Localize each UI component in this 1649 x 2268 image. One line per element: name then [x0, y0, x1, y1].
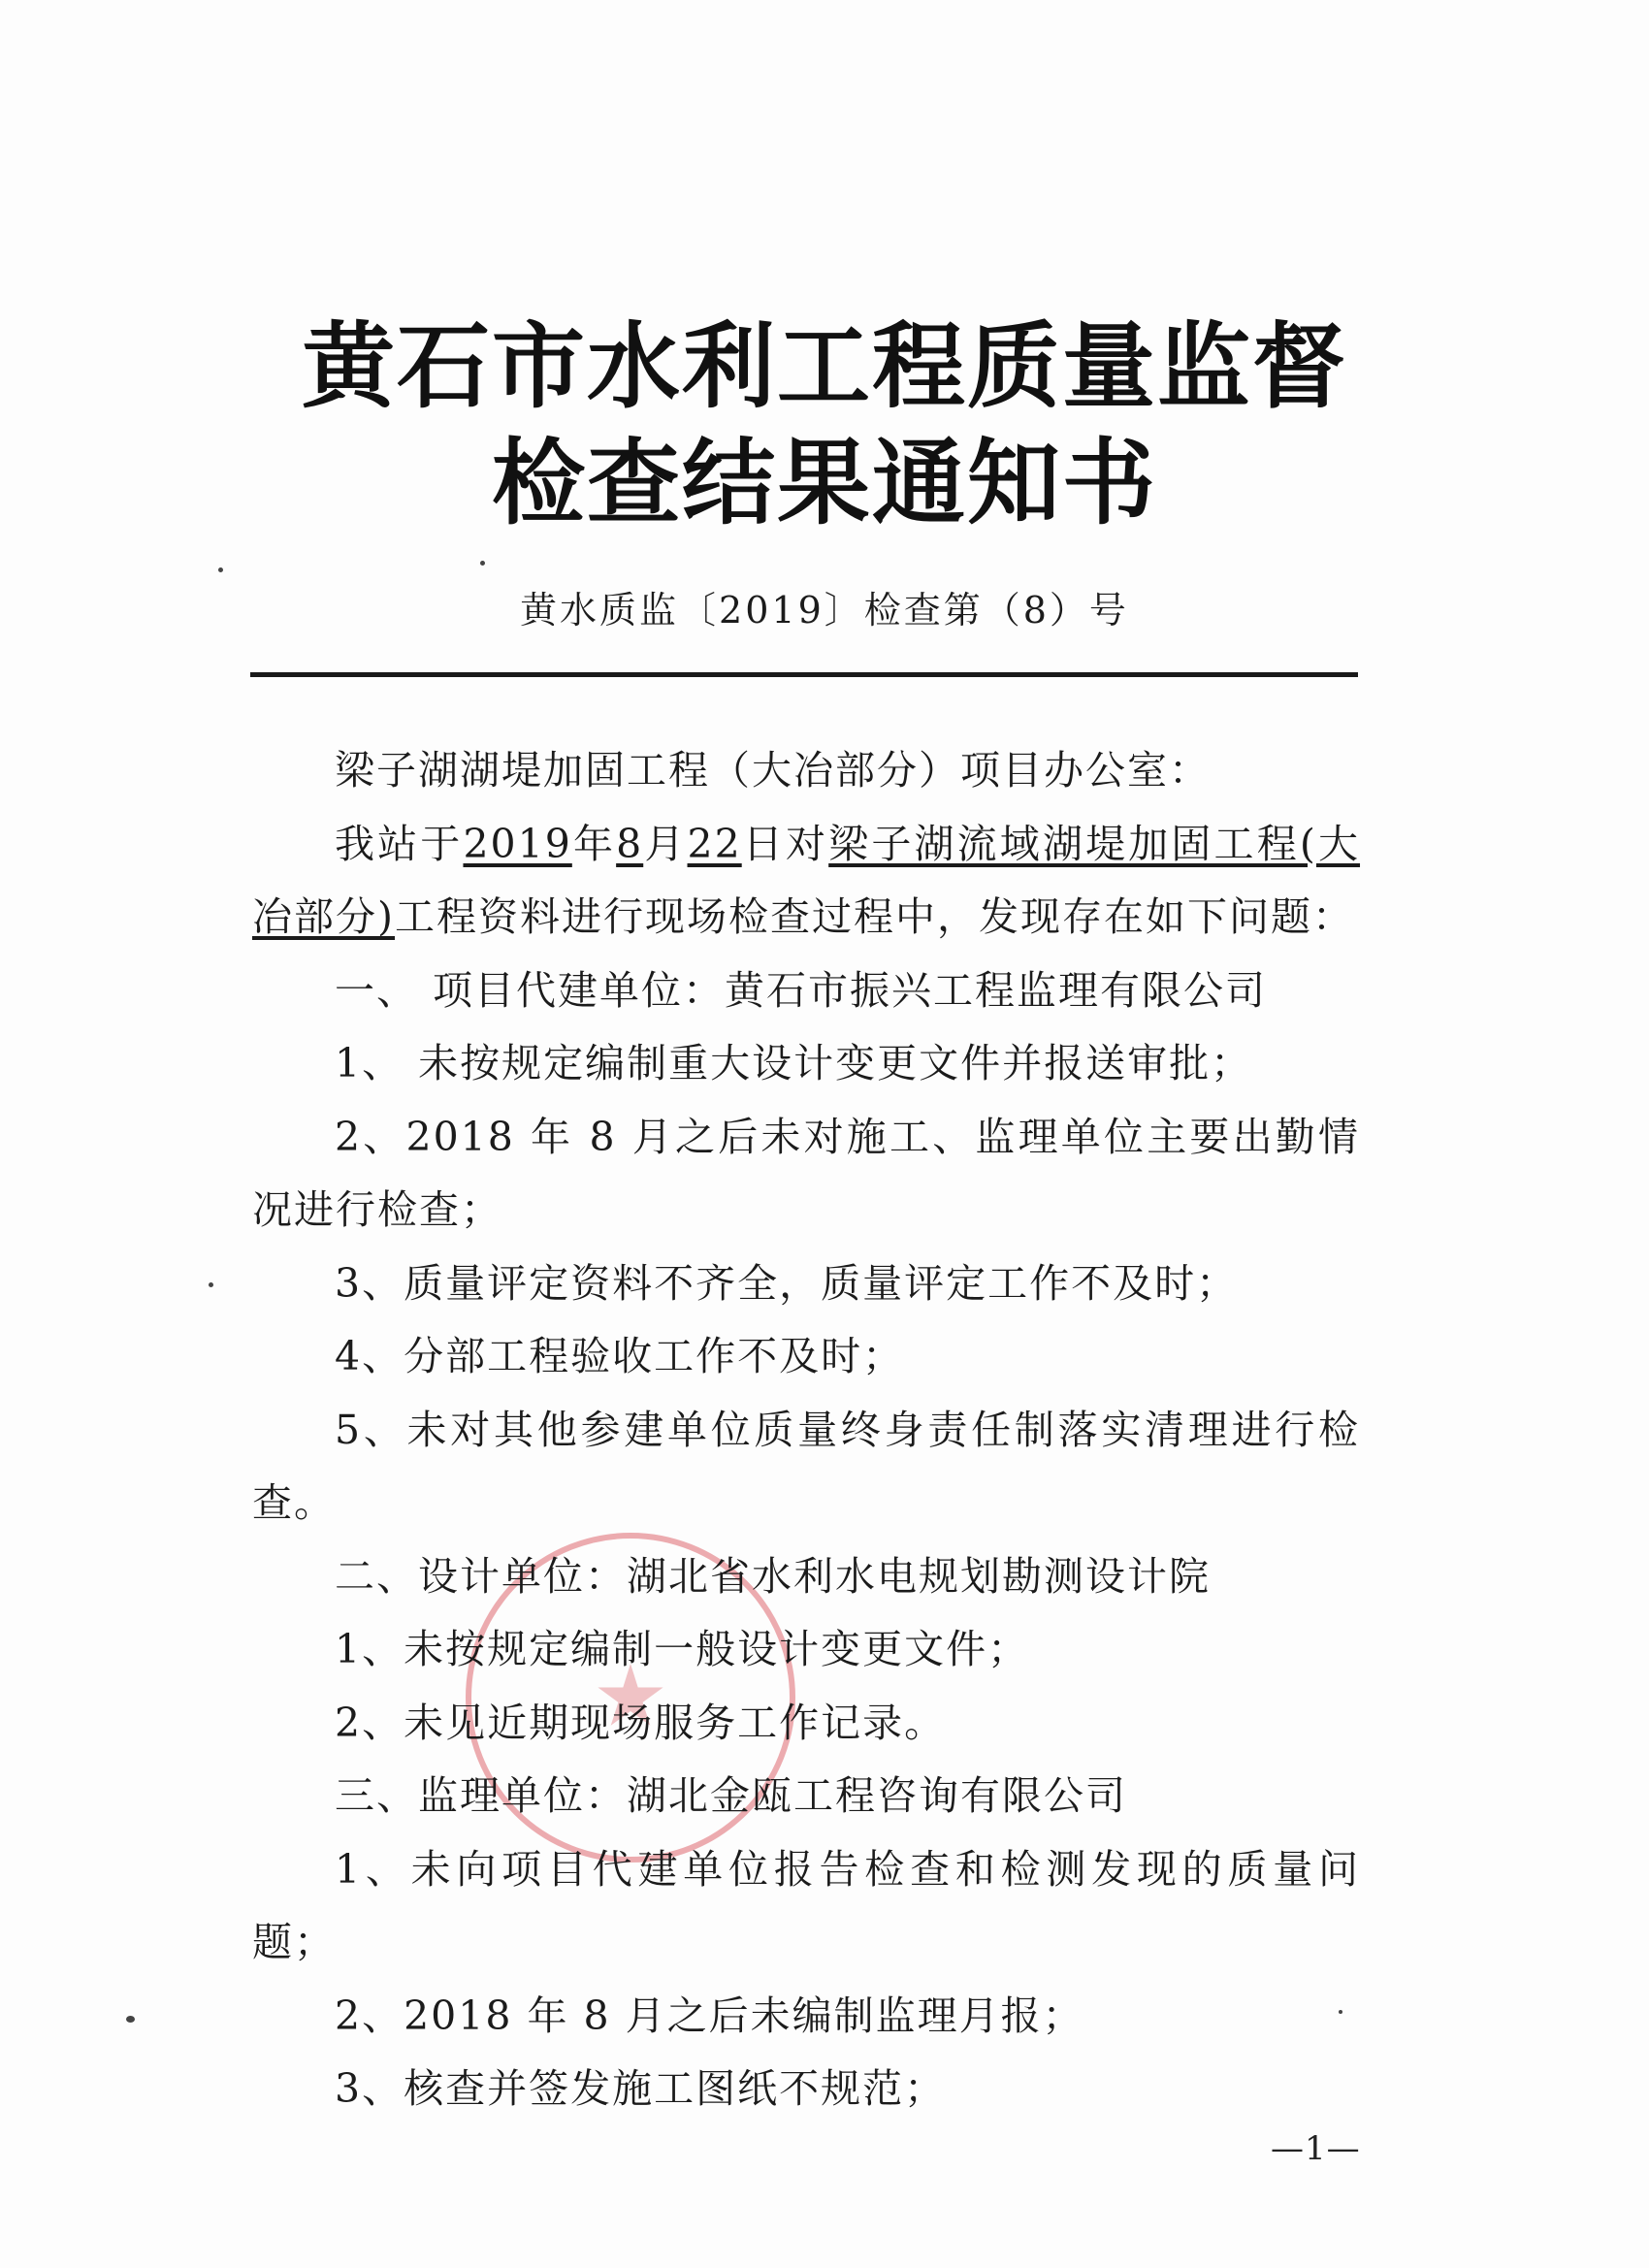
section-3-item-3: 3、核查并签发施工图纸不规范；: [335, 2065, 947, 2112]
document-number: 黄水质监〔2019〕检查第（8）号: [520, 589, 1129, 632]
section-2-heading: 二、设计单位：湖北省水利水电规划勘测设计院: [335, 1552, 1211, 1600]
intro-text-2: 年: [571, 820, 617, 867]
scan-speck: [480, 561, 485, 566]
section-1-item-4: 4、分部工程验收工作不及时；: [335, 1333, 905, 1379]
section-3-item-2: 2、2018 年 8 月之后未编制监理月报；: [335, 1992, 1084, 2039]
scan-speck: [1339, 2010, 1342, 2014]
intro-text-3: 月: [643, 820, 688, 867]
header-divider: [250, 672, 1358, 677]
intro-day: 22: [687, 820, 742, 867]
addressee: 梁子湖湖堤加固工程（大冶部分）项目办公室：: [335, 747, 1211, 794]
document-title-line1: 黄石市水利工程质量监督: [302, 312, 1347, 421]
intro-year: 2019: [463, 820, 572, 867]
section-1-item-5: 5、未对其他参建单位质量终身责任制落实清理进行检查。: [252, 1406, 1360, 1526]
section-2-item-2: 2、未见近期现场服务工作记录。: [335, 1699, 947, 1746]
intro-month: 8: [616, 820, 644, 867]
intro-project-name: 梁子湖流域湖堤加固工程(大冶部分): [252, 820, 1361, 940]
document-title-line2: 检查结果通知书: [492, 429, 1157, 537]
section-1-item-3: 3、质量评定资料不齐全，质量评定工作不及时；: [335, 1259, 1239, 1307]
scan-speck: [209, 1282, 213, 1287]
scan-speck: [126, 2016, 135, 2023]
section-3-item-1: 1、未向项目代建单位报告检查和检测发现的质量问题；: [252, 1845, 1360, 1965]
section-1-item-2: 2、2018 年 8 月之后未对施工、监理单位主要出勤情况进行检查；: [252, 1113, 1360, 1233]
section-1-heading: 一、 项目代建单位：黄石市振兴工程监理有限公司: [335, 966, 1268, 1014]
intro-text-1: 我站于: [335, 820, 464, 867]
intro-text-4: 日对: [741, 820, 829, 867]
section-1-item-1: 1、 未按规定编制重大设计变更文件并报送审批；: [335, 1040, 1253, 1086]
section-2-item-1: 1、未按规定编制一般设计变更文件；: [335, 1626, 1030, 1672]
page-number: —1—: [1271, 2129, 1361, 2168]
document-body: [252, 734, 1360, 2126]
section-3-heading: 三、监理单位：湖北金瓯工程咨询有限公司: [335, 1772, 1127, 1819]
intro-paragraph: [252, 808, 1360, 955]
scan-speck: [218, 567, 223, 572]
intro-text-5: 工程资料进行现场检查过程中，发现存在如下问题：: [395, 893, 1354, 940]
